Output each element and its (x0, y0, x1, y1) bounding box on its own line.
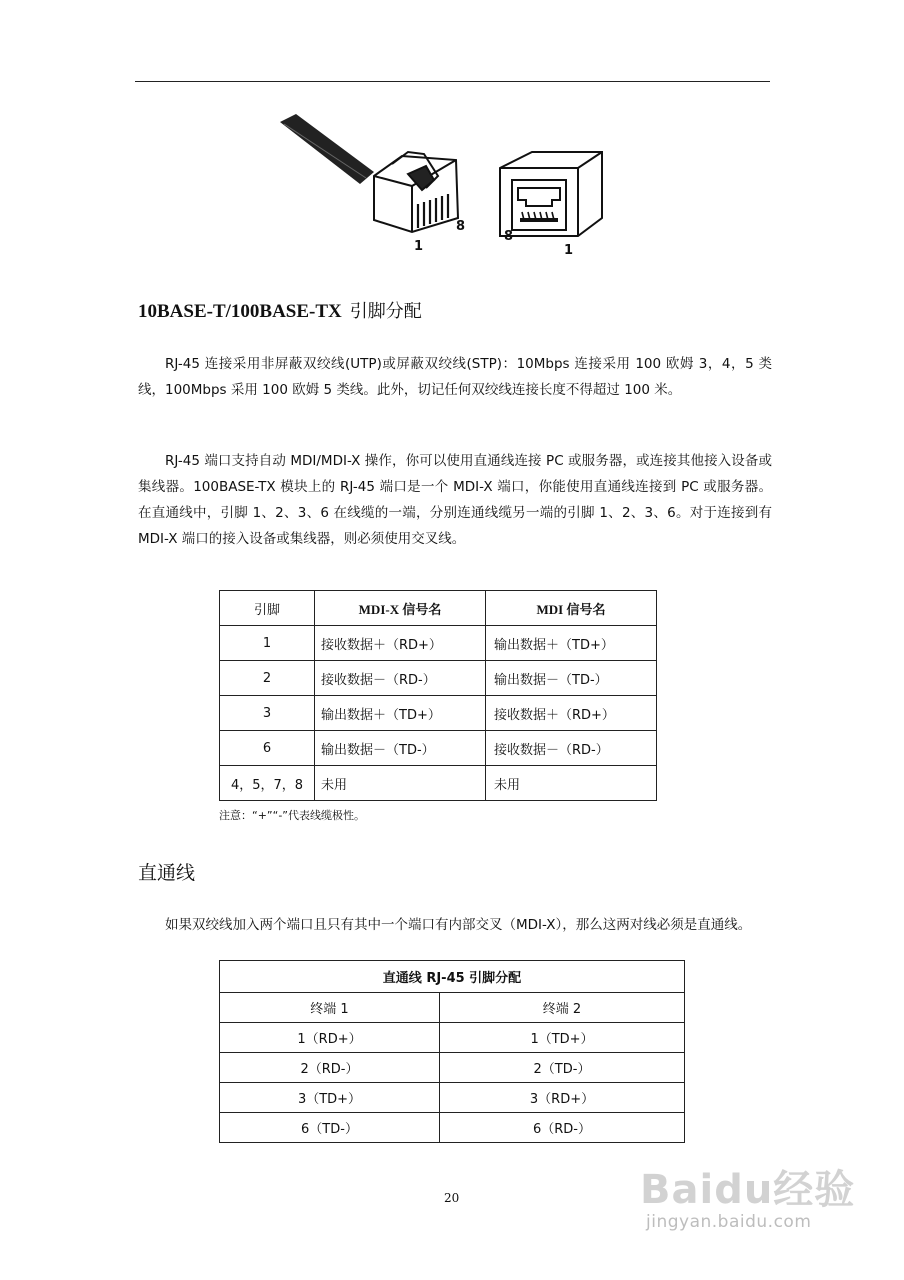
table-row (220, 696, 657, 731)
column-header-mdix: MDI-X 信号名 (315, 591, 486, 626)
section-title-cn: 引脚分配 (349, 301, 422, 322)
end1-cell: 6（TD-） (220, 1113, 440, 1143)
polarity-note: 注意：“+”“-”代表线缆极性。 (219, 809, 365, 822)
table-row (220, 1053, 685, 1083)
rj45-plug-icon (374, 152, 458, 232)
table-header-row (220, 993, 685, 1023)
jack-pin8-label: 8 (504, 229, 514, 244)
table-row (220, 731, 657, 766)
column-header-mdi: MDI 信号名 (486, 591, 657, 626)
end2-cell: 1（TD+） (440, 1023, 685, 1053)
table-row (220, 661, 657, 696)
table-row (220, 1023, 685, 1053)
mdix-cell: 未用 (315, 766, 486, 801)
baidu-watermark (640, 1150, 880, 1270)
mdix-cell: 输出数据－（TD-） (315, 731, 486, 766)
end1-cell: 3（TD+） (220, 1083, 440, 1113)
plug-pin8-label: 8 (456, 219, 466, 234)
mdix-cell: 接收数据－（RD-） (315, 661, 486, 696)
end1-cell: 2（RD-） (220, 1053, 440, 1083)
mdi-cell: 未用 (486, 766, 657, 801)
rj45-connector-figure (262, 108, 612, 268)
paragraph-mdi: RJ-45 端口支持自动 MDI/MDI-X 操作，你可以使用直通线连接 PC 或服务器，或连接其他接入设备或集线器。100BASE-TX 模块上的 RJ-45 端口是一个 MDI-X 端口，你能使用直通线连接到 PC 或服务器。在直通线中，引脚 1、2、3、6 在线缆的一端，分别连通线缆另一端的引脚 1、2、3、6。对于连接到有 MDI-X 端口的接入设备或集线器，则必须使用交叉线。 (138, 453, 772, 547)
table-title-row (220, 961, 685, 993)
pin-cell: 3 (220, 696, 315, 731)
table-header-row (220, 591, 657, 626)
pin-signal-table (219, 590, 657, 801)
plug-pin1-label: 1 (414, 239, 424, 254)
mdi-cell: 接收数据＋（RD+） (486, 696, 657, 731)
table-row (220, 1083, 685, 1113)
pin-cell: 2 (220, 661, 315, 696)
mdix-cell: 输出数据＋（TD+） (315, 696, 486, 731)
section-title-pin-assignment (138, 297, 422, 323)
watermark-url: jingyan.baidu.com (646, 1212, 812, 1232)
page-number: 20 (444, 1191, 460, 1205)
section-title-straight-cable: 直通线 (138, 862, 196, 884)
rj45-jack-icon (500, 152, 602, 236)
pin-cell: 4，5，7，8 (220, 766, 315, 801)
straight-cable-table (219, 960, 685, 1143)
pin-cell: 1 (220, 626, 315, 661)
end2-cell: 3（RD+） (440, 1083, 685, 1113)
paragraph-cabling: RJ-45 连接采用非屏蔽双绞线(UTP)或屏蔽双绞线(STP)：10Mbps 连接采用 100 欧姆 3，4，5 类线，100Mbps 采用 100 欧姆 5 类线。此外，切记任何双绞线连接长度不得超过 100 米。 (138, 356, 772, 398)
mdix-cell: 接收数据＋（RD+） (315, 626, 486, 661)
mdi-cell: 输出数据＋（TD+） (486, 626, 657, 661)
column-header-end1: 终端 1 (220, 993, 440, 1023)
jack-pin1-label: 1 (564, 243, 574, 258)
mdi-cell: 输出数据－（TD-） (486, 661, 657, 696)
table-row (220, 1113, 685, 1143)
section-title-en: 10BASE-T/100BASE-TX (138, 301, 342, 322)
table-row (220, 626, 657, 661)
end2-cell: 6（RD-） (440, 1113, 685, 1143)
pin-cell: 6 (220, 731, 315, 766)
end2-cell: 2（TD-） (440, 1053, 685, 1083)
cable-icon (280, 114, 374, 184)
column-header-pin: 引脚 (220, 591, 315, 626)
end1-cell: 1（RD+） (220, 1023, 440, 1053)
mdi-cell: 接收数据－（RD-） (486, 731, 657, 766)
table-title: 直通线 RJ-45 引脚分配 (220, 961, 685, 993)
header-rule (135, 81, 770, 82)
column-header-end2: 终端 2 (440, 993, 685, 1023)
table-row (220, 766, 657, 801)
watermark-brand: Baidu经验 (640, 1167, 856, 1213)
paragraph-straight-cable: 如果双绞线加入两个端口且只有其中一个端口有内部交叉（MDI-X），那么这两对线必须是直通线。 (165, 917, 752, 933)
